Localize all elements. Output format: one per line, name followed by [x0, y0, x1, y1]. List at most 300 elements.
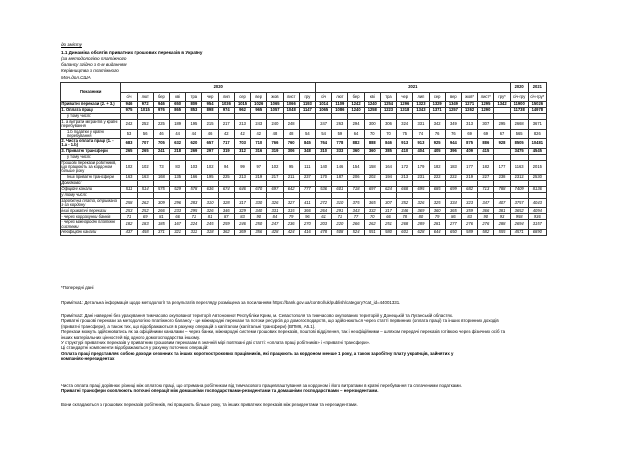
value-cell: 213: [234, 174, 250, 180]
value-cell: 946: [121, 102, 137, 108]
value-cell: 243: [251, 120, 267, 130]
value-cell: 7409: [510, 186, 528, 192]
value-cell: 369: [413, 208, 429, 214]
value-cell: 416: [299, 229, 315, 235]
value-cell: 215: [202, 120, 218, 130]
value-cell: 1163: [510, 160, 528, 174]
value-cell: 318: [202, 229, 218, 235]
value-cell: 233: [170, 208, 186, 214]
value-cell: 163: [137, 174, 153, 180]
value-cell: 248: [283, 120, 299, 130]
value-cell: 1065: [316, 108, 332, 114]
month-header: тра: [186, 92, 202, 102]
value-cell: 266: [153, 208, 169, 214]
value-cell: 77: [348, 214, 364, 220]
value-cell: 61: [316, 214, 332, 220]
value-cell: 219: [251, 174, 267, 180]
value-cell: 529: [170, 186, 186, 192]
value-cell: 717: [218, 139, 234, 149]
month-header: вер: [251, 92, 267, 102]
value-cell: 102: [267, 160, 283, 174]
value-cell: 247: [267, 220, 283, 230]
value-cell: 79: [283, 214, 299, 220]
value-cell: 407: [494, 198, 510, 208]
value-cell: 944: [445, 139, 461, 149]
value-cell: 48: [267, 129, 283, 139]
month-header: лист: [283, 92, 299, 102]
value-cell: 283: [186, 198, 202, 208]
value-cell: 1048: [283, 108, 299, 114]
value-cell: 217: [267, 174, 283, 180]
value-cell: 306: [283, 148, 299, 154]
value-cell: 3652: [510, 208, 528, 214]
table-row: [61, 229, 547, 235]
back-to-contents-link[interactable]: до змісту: [61, 42, 82, 47]
month-header: кві: [170, 92, 186, 102]
definition-labor-pay: Оплата праці представляє собою доходи сезонних та інших короткострокових працівників, які працюють за кордоном менше 1 року, а також заробітну плату українців, зайнятих у: [61, 350, 454, 356]
month-header: лип: [413, 92, 429, 102]
value-cell: 846: [380, 139, 396, 149]
value-cell: 164: [380, 160, 396, 174]
value-cell: 95: [283, 160, 299, 174]
value-cell: 44: [186, 129, 202, 139]
value-cell: 250: [251, 220, 267, 230]
value-cell: 90: [478, 214, 494, 220]
value-cell: 272: [316, 198, 332, 208]
value-cell: 78: [397, 214, 413, 220]
value-cell: 71: [121, 214, 137, 220]
value-cell: 288: [494, 220, 510, 230]
value-cell: 1342: [494, 102, 510, 108]
value-cell: 102: [137, 160, 153, 174]
value-cell: 713: [478, 186, 494, 192]
value-cell: 668: [397, 186, 413, 192]
footnote-2-line: Примітка2: Дані наведені без урахування тимчасово окупованої території Автономної Республіки Крим, м. Севастополя та тимчасово окупованих територій у Донецькій та Луганській областях.: [61, 313, 454, 318]
value-cell: 683: [121, 139, 137, 149]
value-cell: 1296: [397, 102, 413, 108]
value-cell: 102: [121, 160, 137, 174]
value-cell: 262: [137, 198, 153, 208]
value-cell: 166: [186, 174, 202, 180]
value-cell: 657: [202, 139, 218, 149]
value-cell: 168: [153, 174, 169, 180]
value-cell: 317: [380, 208, 396, 214]
row-label: - через міжнародні платіжні системи: [61, 220, 121, 230]
value-cell: 326: [202, 208, 218, 214]
value-cell: 54: [299, 129, 315, 139]
row-label: Довідково:: [61, 180, 121, 186]
value-cell: 183: [445, 160, 461, 174]
value-cell: 64: [348, 129, 364, 139]
value-cell: 697: [267, 186, 283, 192]
value-cell: 346: [397, 208, 413, 214]
value-cell: 458: [137, 229, 153, 235]
value-cell: 42: [218, 129, 234, 139]
value-cell: 699: [445, 186, 461, 192]
value-cell: 224: [186, 220, 202, 230]
value-cell: 310: [202, 198, 218, 208]
value-cell: 404: [413, 148, 429, 154]
value-cell: 478: [316, 229, 332, 235]
value-cell: 424: [283, 229, 299, 235]
year-2021-header: 2021: [316, 83, 511, 93]
value-cell: 265: [121, 148, 137, 154]
value-cell: 352: [397, 198, 413, 208]
value-cell: 365: [364, 198, 380, 208]
value-cell: 4094: [528, 208, 546, 214]
value-cell: 289: [413, 220, 429, 230]
value-cell: 227: [478, 174, 494, 180]
value-cell: 325: [429, 198, 445, 208]
footnote-3-block: [61, 383, 561, 394]
value-cell: 624: [380, 186, 396, 192]
value-cell: 760: [283, 139, 299, 149]
value-cell: 913: [397, 139, 413, 149]
value-cell: 1257: [445, 108, 461, 114]
value-cell: 1240: [348, 108, 364, 114]
value-cell: 218: [170, 148, 186, 154]
value-cell: 46: [153, 129, 169, 139]
remittances-table: [60, 82, 547, 236]
definition-labor-pay: компаніях-нерезидентах: [61, 356, 115, 362]
month-header: гру*: [494, 92, 510, 102]
value-cell: 76: [429, 129, 445, 139]
value-cell: 332: [364, 208, 380, 214]
row-label: заробітна плата, отримана з-за кордону: [61, 198, 121, 208]
value-cell: 311: [186, 229, 202, 235]
value-cell: 327: [283, 198, 299, 208]
value-cell: 10481: [528, 139, 546, 149]
value-cell: 1343: [413, 108, 429, 114]
value-cell: 46: [202, 129, 218, 139]
value-cell: 356: [251, 229, 267, 235]
value-cell: 346: [218, 208, 234, 214]
value-cell: 185: [153, 220, 169, 230]
value-cell: 777: [299, 186, 315, 192]
month-header: бер: [153, 92, 169, 102]
document-header: [61, 42, 202, 81]
value-cell: 366: [299, 208, 315, 214]
value-cell: 886: [478, 139, 494, 149]
value-cell: 4545: [528, 148, 546, 154]
row-label: у тому числі:: [61, 154, 121, 160]
month-header: вер: [445, 92, 461, 102]
month-header: кві: [364, 92, 380, 102]
value-cell: 2694: [510, 220, 528, 230]
value-cell: 362: [218, 229, 234, 235]
value-cell: 48: [283, 129, 299, 139]
value-cell: 360: [364, 148, 380, 154]
value-cell: 898: [202, 108, 218, 114]
footnote-1: Примітка1: Детальна інформація щодо методології та результатів перегляду розміщена за посиланням https://bank.gov.ua/control/uk/publish/category?cat_id=44001331.: [61, 300, 401, 305]
value-cell: 326: [413, 198, 429, 208]
value-cell: 409: [461, 148, 477, 154]
value-cell: 67: [494, 129, 510, 139]
value-cell: 718: [348, 186, 364, 192]
value-cell: 225: [153, 120, 169, 130]
value-cell: 582: [478, 229, 494, 235]
value-cell: 1147: [299, 108, 315, 114]
month-header: січ-гру: [510, 92, 528, 102]
value-cell: 238: [494, 174, 510, 180]
year-2020-header: 2020: [121, 83, 316, 93]
value-cell: 167: [170, 220, 186, 230]
month-header: лист*: [478, 92, 494, 102]
value-cell: 437: [121, 229, 137, 235]
value-cell: 170: [316, 174, 332, 180]
value-cell: 295: [494, 120, 510, 130]
value-cell: 323: [461, 198, 477, 208]
value-cell: 601: [397, 229, 413, 235]
row-label: 1. Оплата праці: [61, 108, 121, 114]
month-header: сер: [429, 92, 445, 102]
value-cell: 685: [429, 186, 445, 192]
value-cell: 575: [153, 186, 169, 192]
value-cell: 225: [218, 174, 234, 180]
value-cell: 1065: [267, 102, 283, 108]
value-cell: 331: [413, 120, 429, 130]
value-cell: 69: [137, 214, 153, 220]
value-cell: 79: [429, 214, 445, 220]
value-cell: 411: [299, 198, 315, 208]
value-cell: 263: [332, 120, 348, 130]
value-cell: 313: [461, 120, 477, 130]
row-label: 1. а витрати мігрантів у країні перебування: [61, 120, 121, 130]
value-cell: 644: [429, 229, 445, 235]
value-cell: 14978: [528, 108, 546, 114]
value-cell: 66: [170, 214, 186, 220]
value-cell: 555: [494, 229, 510, 235]
value-cell: 514: [137, 186, 153, 192]
value-cell: 307: [478, 120, 494, 130]
value-cell: 1014: [316, 102, 332, 108]
value-cell: 163: [121, 174, 137, 180]
value-cell: 270: [299, 220, 315, 230]
value-cell: 565: [510, 129, 528, 139]
value-cell: 697: [364, 186, 380, 192]
value-cell: 269: [186, 148, 202, 154]
value-cell: 307: [380, 198, 396, 208]
value-cell: 177: [461, 160, 477, 174]
table-row: [61, 139, 547, 149]
value-cell: 954: [202, 102, 218, 108]
value-cell: 182: [478, 160, 494, 174]
value-cell: 266: [348, 220, 364, 230]
header-line: балансу згідно з 6-м виданням: [61, 62, 127, 68]
value-cell: 1295: [478, 102, 494, 108]
value-cell: 213: [397, 174, 413, 180]
value-cell: 328: [218, 198, 234, 208]
value-cell: 253: [121, 208, 137, 214]
value-cell: 1318: [397, 108, 413, 114]
month-header: чер: [202, 92, 218, 102]
value-cell: 84: [267, 214, 283, 220]
month-header: тра: [380, 92, 396, 102]
footnote-2-line: інших матеріальних цінностей від одного домогосподарства іншому.: [61, 334, 200, 340]
value-cell: 75: [397, 129, 413, 139]
value-cell: 913: [413, 139, 429, 149]
value-cell: 349: [445, 120, 461, 130]
value-cell: 220: [332, 220, 348, 230]
value-cell: 405: [429, 148, 445, 154]
value-cell: 1036: [218, 102, 234, 108]
value-cell: 524: [348, 229, 364, 235]
value-cell: 6890: [528, 229, 546, 235]
value-cell: 70: [364, 214, 380, 220]
value-cell: 508: [332, 229, 348, 235]
value-cell: 69: [478, 129, 494, 139]
month-header: жов: [267, 92, 283, 102]
value-cell: 578: [186, 186, 202, 192]
table-row: [61, 120, 547, 130]
value-cell: 268: [397, 220, 413, 230]
value-cell: 242: [121, 120, 137, 130]
table-body: [61, 102, 547, 236]
value-cell: 1066: [283, 102, 299, 108]
table-row: [61, 220, 547, 230]
value-cell: 1290: [478, 108, 494, 114]
value-cell: 936: [528, 214, 546, 220]
value-cell: 703: [234, 139, 250, 149]
month-header: бер: [348, 92, 364, 102]
value-cell: 276: [478, 220, 494, 230]
value-cell: 962: [234, 108, 250, 114]
row-label: 3. Приватні трансфери: [61, 148, 121, 154]
value-cell: 74: [413, 129, 429, 139]
value-cell: 44: [170, 129, 186, 139]
value-cell: 974: [218, 108, 234, 114]
value-cell: 42: [251, 129, 267, 139]
value-cell: 4043: [528, 198, 546, 208]
value-cell: 99: [234, 160, 250, 174]
value-cell: 347: [478, 198, 494, 208]
value-cell: 11900: [510, 102, 528, 108]
value-cell: 650: [170, 102, 186, 108]
value-cell: 222: [445, 174, 461, 180]
value-cell: 778: [332, 139, 348, 149]
value-cell: 241: [153, 148, 169, 154]
value-cell: 865: [170, 108, 186, 114]
month-header-row: [61, 92, 547, 102]
value-cell: 195: [186, 120, 202, 130]
value-cell: 1026: [251, 102, 267, 108]
value-cell: 81: [202, 214, 218, 220]
value-cell: 70: [380, 129, 396, 139]
value-cell: 83: [461, 214, 477, 220]
value-cell: 381: [494, 208, 510, 214]
value-cell: 2530: [528, 174, 546, 180]
footnote-2-line: Приватні грошові перекази за методологією платіжного балансу - це міжнародні перекази та потоки ресурсів до домогосподарств, що здійснюються через статті первинних (оплата праці) та інших вторинних доходів: [61, 318, 499, 324]
value-cell: 1015: [137, 108, 153, 114]
value-cell: 650: [445, 229, 461, 235]
value-cell: 360: [429, 208, 445, 214]
value-cell: 1323: [413, 102, 429, 108]
value-cell: 636: [202, 186, 218, 192]
value-cell: 276: [461, 220, 477, 230]
value-cell: 705: [153, 139, 169, 149]
value-cell: 369: [234, 229, 250, 235]
value-cell: 69: [461, 129, 477, 139]
value-cell: 247: [316, 120, 332, 130]
value-cell: 258: [121, 198, 137, 208]
row-label: у тому числі:: [61, 192, 121, 198]
value-cell: 312: [234, 148, 250, 154]
value-cell: 262: [364, 220, 380, 230]
value-cell: 321: [170, 229, 186, 235]
value-cell: 237: [299, 174, 315, 180]
row-label: 1.b податки у країні перебування: [61, 129, 121, 139]
value-cell: 252: [137, 120, 153, 130]
value-cell: 264: [316, 208, 332, 214]
value-cell: 179: [413, 160, 429, 174]
value-cell: 1015: [234, 102, 250, 108]
value-cell: 365: [445, 208, 461, 214]
value-cell: 348: [299, 148, 315, 154]
value-cell: 888: [364, 139, 380, 149]
value-cell: 946: [153, 102, 169, 108]
value-cell: 975: [121, 108, 137, 114]
row-label: Неофіційні канали: [61, 229, 121, 235]
value-cell: 93: [494, 214, 510, 220]
value-cell: 158: [364, 160, 380, 174]
definition-net-pay: Чиста оплата праці дорівнює різниці між оплатою праці, що отримана робітником від тимчасового працевлаштування за кордоном і його витратами в країні перебування та сплаченими податками.: [61, 383, 462, 388]
value-cell: 415: [478, 148, 494, 154]
value-cell: 340: [251, 208, 267, 214]
value-cell: 334: [445, 198, 461, 208]
value-cell: 326: [267, 198, 283, 208]
value-cell: 1371: [429, 108, 445, 114]
value-cell: 329: [234, 208, 250, 214]
value-cell: 309: [153, 198, 169, 208]
value-cell: 111: [299, 160, 315, 174]
value-cell: 94: [218, 160, 234, 174]
value-cell: 1271: [461, 102, 477, 108]
month-header: січ: [121, 92, 137, 102]
value-cell: 80: [413, 214, 429, 220]
month-header: гру: [299, 92, 315, 102]
value-cell: 925: [429, 139, 445, 149]
value-cell: 217: [218, 120, 234, 130]
year-2021-total-header: 2021: [528, 83, 546, 93]
month-header: січ-гру*: [528, 92, 546, 102]
footnote-2-block: [61, 313, 561, 362]
value-cell: 206: [348, 174, 364, 180]
value-cell: 360: [348, 148, 364, 154]
value-cell: 4571: [510, 229, 528, 235]
value-cell: 310: [332, 198, 348, 208]
value-cell: 189: [170, 120, 186, 130]
table-row: [61, 198, 547, 208]
value-cell: 71: [186, 214, 202, 220]
value-cell: 195: [202, 174, 218, 180]
value-cell: 316: [251, 148, 267, 154]
value-cell: 511: [121, 186, 137, 192]
document-title: 1.1 Динаміка обсягів приватних грошових переказів в Україну: [61, 49, 203, 55]
value-cell: 246: [234, 220, 250, 230]
value-cell: 240: [267, 120, 283, 130]
value-cell: 928: [494, 139, 510, 149]
units-label: Млн.дол.США: [61, 74, 91, 80]
value-cell: 70: [364, 129, 380, 139]
month-header: лип: [218, 92, 234, 102]
value-cell: 54: [316, 129, 332, 139]
value-cell: 182: [121, 220, 137, 230]
value-cell: 251: [380, 220, 396, 230]
value-cell: 428: [267, 229, 283, 235]
value-cell: 670: [251, 186, 267, 192]
value-cell: 291: [332, 208, 348, 214]
value-cell: 76: [445, 129, 461, 139]
